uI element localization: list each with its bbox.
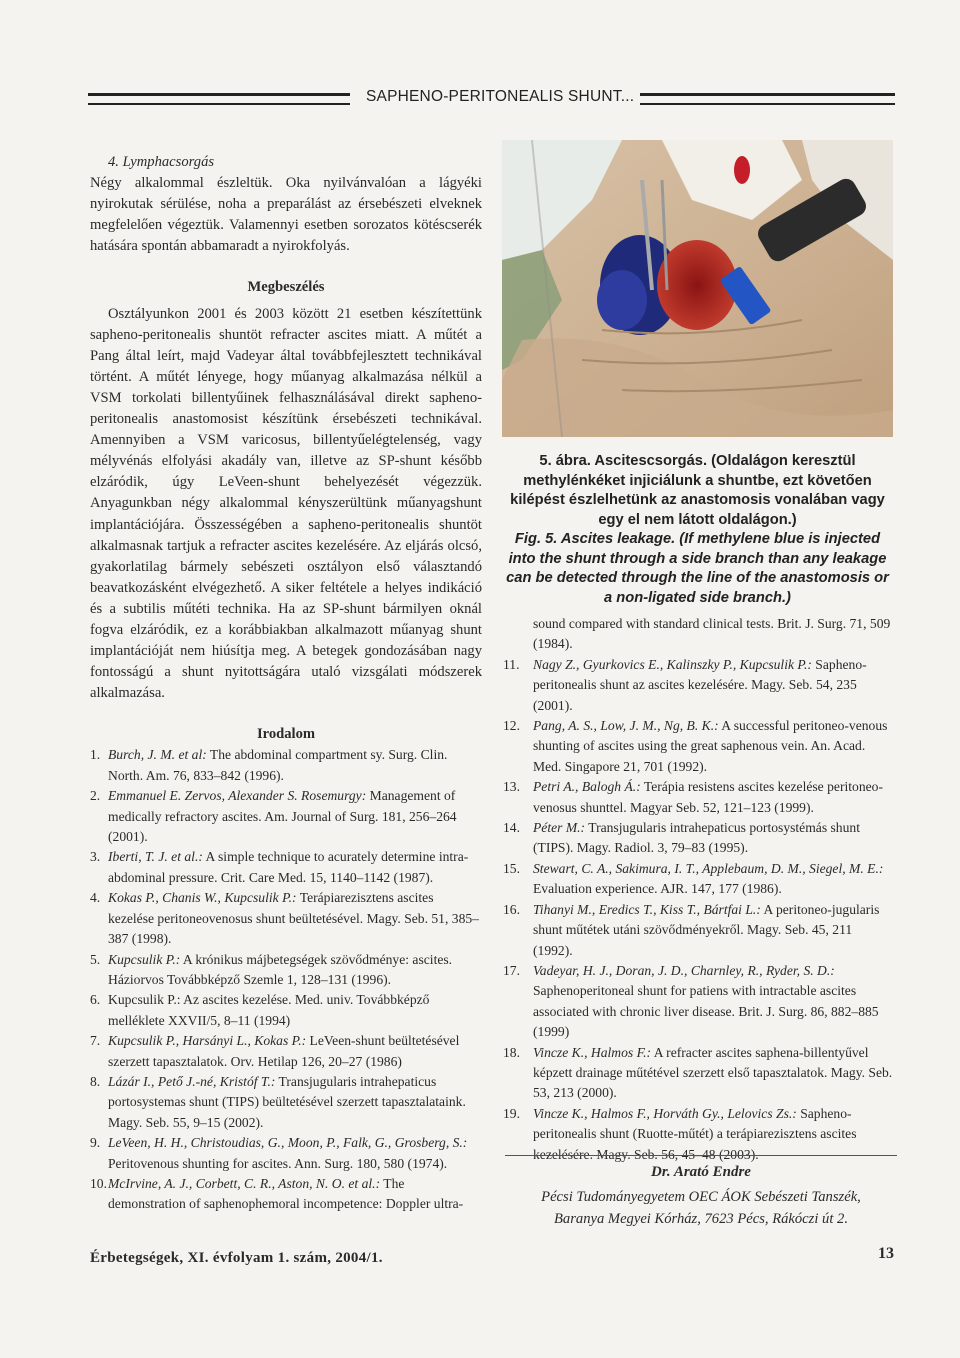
reference-item: 10. McIrvine, A. J., Corbett, C. R., Aston, N. O. et al.: The demonstration of saphenophemoral incompetence: Doppler ultra- — [90, 1175, 464, 1212]
surgical-photo — [502, 140, 893, 437]
references-heading: Irodalom — [256, 726, 316, 743]
right-column — [503, 614, 895, 1165]
reference-item: 3. Iberti, T. J. et al.: A simple technique to acurately determine intra-abdominal pressure. Crit. Care Med. 15, 1140–1142 (1987). — [90, 849, 469, 885]
left-column — [90, 152, 482, 1215]
page-number: 13 — [878, 1245, 894, 1262]
reference-item: 1. Burch, J. M. et al: The abdominal compartment sy. Surg. Clin. North. Am. 76, 833–842 (1996). — [90, 747, 448, 783]
affiliation-line-2: Baranya Megyei Kórház, 7623 Pécs, Rákóczi út 2. — [554, 1211, 848, 1227]
surgical-photo-illustration — [502, 140, 893, 437]
reference-item: 6. Kupcsulik P.: Az ascites kezelése. Med. univ. Továbbképző melléklete XXVII/5, 8–11 (1994) — [90, 992, 430, 1028]
reference-item: 9. LeVeen, H. H., Christoudias, G., Moon, P., Falk, G., Grosberg, S.: Peritovenous shunting for ascites. Ann. Surg. 180, 580 (1974). — [90, 1135, 468, 1171]
reference-item: 13. Petri A., Balogh Á.: Terápia resistens ascites kezelése peritoneo-venosus shunttel. Magyar Seb. 52, 121–123 (1999). — [503, 779, 883, 815]
figure-caption — [502, 452, 893, 608]
discussion-heading: Megbeszélés — [247, 279, 325, 296]
reference-continuation: sound compared with standard clinical tests. Brit. J. Surg. 71, 509 (1984). — [533, 616, 891, 652]
journal-footer: Érbetegségek, XI. évfolyam 1. szám, 2004/1. — [90, 1250, 383, 1266]
reference-item: 8. Lázár I., Pető J.-né, Kristóf T.: Transjugularis intrahepaticus portosystemas shunt (TIPS) beültetésével szerzett tapasztalataink. Magy. Seb. 55, 9–15 (2002). — [90, 1073, 466, 1130]
discussion-paragraph: Osztályunkon 2001 és 2003 között 21 esetben készítettünk sapheno-peritonealis shuntöt refracter ascites miatt. A műtét a Pang által leírt, majd Vadeyar által továbbfejlesztett technikával történt. A műtét lényege, hogy műanyag alkalmazása nélkül a VSM torkolati billentyűinek felhasználásával direkt sapheno-peritonealis anastomosist készítünk érsebészeti technikával. Amennyiben a VSM varicosus, billentyűelégtelenség, vagy mélyvénás elfolyási akadály van, illetve az SP-shunt később elzáródik, úgy LeVeen-shunt behelyezését végezzük. Anyagunkban négy alkalommal kényszerültünk műanyagshunt implantációjára. Összességében a sapheno-peritonealis shuntöt alkalmasnak tartjuk a refracter ascites kezelésére. Az eljárás olcsó, gyakorlatilag bármely sebészeti osztályon első választandó beavatkozásként elvégezhető. A siker feltétele a helyes indikáció és a subtilis műtéti technika. Ha az SP-shunt bármilyen oknál fogva elzáródik, ez a korábbiakban alkalmazott műanyag shunt implantációját nem hiúsítja meg. A betegek gondozásában nagy fontosságú a shunt nyitottságára utaló vizsgálati módszerek alkalmazása. — [90, 305, 482, 702]
lymph-paragraph: Négy alkalommal észleltük. Oka nyilvánvalóan a lágyéki nyirokutak sérülése, noha a preparálást az érsebészeti elveknek megfelelően végeztük. Valamennyi esetben sorozatos kötéscserék hatására spontán abbamaradt a nyirokfolyás. — [90, 175, 482, 255]
reference-list-left — [90, 745, 482, 1214]
lymph-subheading: 4. Lymphacsorgás — [108, 154, 215, 170]
reference-item: 15. Stewart, C. A., Sakimura, I. T., Applebaum, D. M., Siegel, M. E.: Evaluation experience. AJR. 147, 177 (1986). — [503, 860, 884, 897]
reference-item: 4. Kokas P., Chanis W., Kupcsulik P.: Terápiarezisztens ascites kezelése peritoneovenosus shunt beültetésével. Magy. Seb. 51, 385–387 (1998). — [90, 890, 479, 947]
caption-hungarian: 5. ábra. Ascitescsorgás. (Oldalágon keresztül methylénkéket injiciálunk a shuntbe, ezt követően kilépést észlelhetünk az anastomosis vonalában vagy egy el nem látott oldalágon.) — [510, 453, 885, 528]
reference-item: 19. Vincze K., Halmos F., Horváth Gy., Lelovics Zs.: Sapheno-peritonealis shunt (Ruotte-műtét) a terápiarezisztens ascites kezelésére. Magy. Seb. 56, 45–48 (2003). — [503, 1105, 857, 1162]
running-title: SAPHENO-PERITONEALIS SHUNT... — [366, 88, 635, 105]
reference-item: 11. Nagy Z., Gyurkovics E., Kalinszky P., Kupcsulik P.: Sapheno-peritonealis shunt az ascites kezelésére. Magy. Seb. 54, 235 (2001). — [503, 656, 867, 713]
header-rule-left — [88, 93, 350, 105]
affiliation-line-1: Pécsi Tudományegyetem OEC ÁOK Sebészeti Tanszék, — [541, 1189, 861, 1205]
author-name: Dr. Arató Endre — [651, 1164, 751, 1180]
reference-item: 16. Tihanyi M., Eredics T., Kiss T., Bártfai L.: A peritoneo-jugularis shunt műtétek utáni szövődményekről. Magy. Seb. 45, 211 (1992). — [503, 901, 880, 958]
reference-item: 5. Kupcsulik P.: A krónikus májbetegségek szövődménye: ascites. Háziorvos Továbbképző Szemle 1, 128–131 (1996). — [90, 951, 453, 987]
reference-item: 7. Kupcsulik P., Harsányi L., Kokas P.: LeVeen-shunt beültetésével szerzett tapasztalatok. Orv. Hetilap 126, 20–27 (1986) — [90, 1033, 460, 1069]
reference-item: 12. Pang, A. S., Low, J. M., Ng, B. K.: A successful peritoneo-venous shunting of ascites using the great saphenous vein. An. Acad. Med. Singapore 21, 701 (1992). — [503, 718, 888, 774]
header-rule-right — [640, 93, 895, 105]
caption-english: Fig. 5. Ascites leakage. (If methylene blue is injected into the shunt through a side branch than any leakage can be detected through the line of the anastomosis or a non-ligated side branch.) — [506, 531, 889, 606]
reference-item: 18. Vincze K., Halmos F.: A refracter ascites saphena-billentyűvel képzett drainage műtétével szerzett első tapasztalatok. Magy. Seb. 53, 213 (2000). — [503, 1044, 893, 1101]
signature-rule — [505, 1155, 897, 1156]
author-affiliation — [505, 1186, 897, 1230]
reference-item: 2. Emmanuel E. Zervos, Alexander S. Rosemurgy: Management of medically refractory ascites. Am. Journal of Surg. 181, 256–264 (2001). — [90, 788, 457, 845]
reference-list-right — [503, 614, 895, 1165]
reference-item: 14. Péter M.: Transjugularis intrahepaticus portosystémás shunt (TIPS). Magy. Radiol. 3, 79–83 (1995). — [503, 820, 860, 856]
reference-item: 17. Vadeyar, H. J., Doran, J. D., Charnley, R., Ryder, S. D.: Saphenoperitoneal shunt for patiens with intractable ascites associated with chronic liver disease. Brit. J. Surg. 86, 882–885 (1999) — [503, 962, 879, 1040]
